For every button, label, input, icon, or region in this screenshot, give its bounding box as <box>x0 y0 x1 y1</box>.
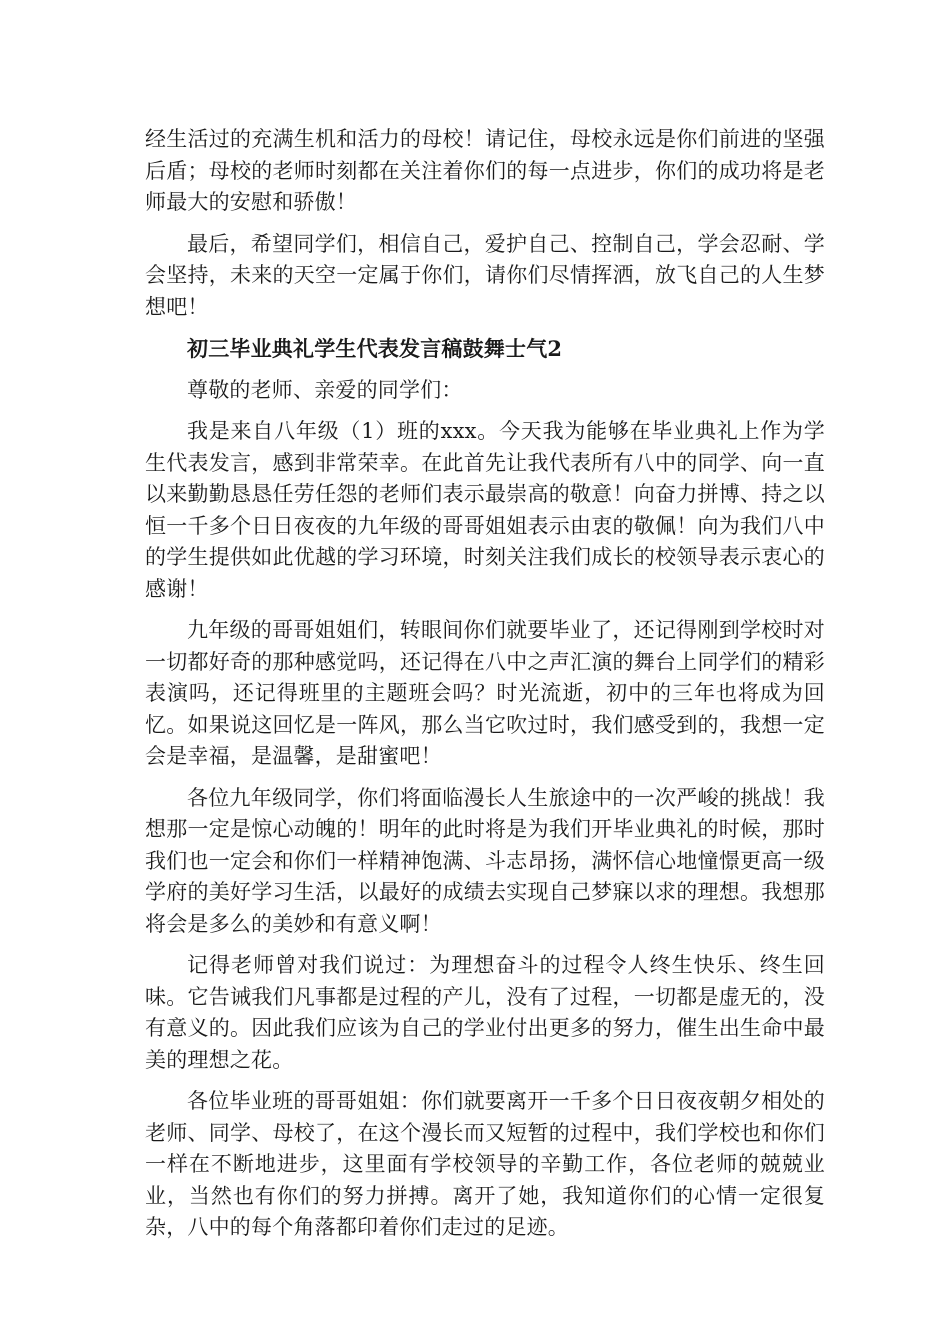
paragraph-farewell: 各位毕业班的哥哥姐姐：你们就要离开一千多个日日夜夜朝夕相处的老师、同学、母校了，在这个漫长而又短暂的过程中，我们学校也和你们一样在不断地进步，这里面有学校领导的辛勤工作，各位老师的兢兢业业，当然也有你们的努力拼搏。离开了她，我知道你们的心情一定很复杂，八中的每个角落都印着你们走过的足迹。 <box>145 1089 825 1239</box>
section-heading: 初三毕业典礼学生代表发言稿鼓舞士气2 <box>187 336 563 361</box>
document-body <box>145 124 825 1254</box>
salutation: 尊敬的老师、亲爱的同学们： <box>187 377 463 402</box>
paragraph-challenge: 各位九年级同学，你们将面临漫长人生旅途中的一次严峻的挑战！我想那一定是惊心动魄的！明年的此时将是为我们开毕业典礼的时候，那时我们也一定会和你们一样精神饱满、斗志昂扬，满怀信心地憧憬更高一级学府的美好学习生活，以最好的成绩去实现自己梦寐以求的理想。我想那将会是多么的美妙和有意义啊！ <box>145 785 825 936</box>
paragraph-closing: 最后，希望同学们，相信自己，爱护自己、控制自己，学会忍耐、学会坚持，未来的天空一定属于你们，请你们尽情挥洒，放飞自己的人生梦想吧！ <box>145 231 825 319</box>
paragraph-teacher-quote: 记得老师曾对我们说过：为理想奋斗的过程令人终生快乐、终生回味。它告诫我们凡事都是过程的产儿，没有了过程，一切都是虚无的，没有意义的。因此我们应该为自己的学业付出更多的努力，催生出生命中最美的理想之花。 <box>145 953 825 1072</box>
paragraph-introduction: 我是来自八年级（1）班的xxx。今天我为能够在毕业典礼上作为学生代表发言，感到非常荣幸。在此首先让我代表所有八中的同学、向一直以来勤勤恳恳任劳任怨的老师们表示最崇高的敬意！向奋力拼博、持之以恒一千多个日日夜夜的九年级的哥哥姐姐表示由衷的敬佩！向为我们八中的学生提供如此优越的学习环境，时刻关注我们成长的校领导表示衷心的感谢！ <box>145 419 825 601</box>
paragraph-continuation: 经生活过的充满生机和活力的母校！请记住，母校永远是你们前进的坚强后盾；母校的老师时刻都在关注着你们的每一点进步，你们的成功将是老师最大的安慰和骄傲！ <box>145 127 825 214</box>
paragraph-memories: 九年级的哥哥姐姐们，转眼间你们就要毕业了，还记得刚到学校时对一切都好奇的那种感觉吗，还记得在八中之声汇演的舞台上同学们的精彩表演吗，还记得班里的主题班会吗？时光流逝，初中的三年也将成为回忆。如果说这回忆是一阵风，那么当它吹过时，我们感受到的，我想一定会是幸福，是温馨，是甜蜜吧！ <box>145 618 825 768</box>
